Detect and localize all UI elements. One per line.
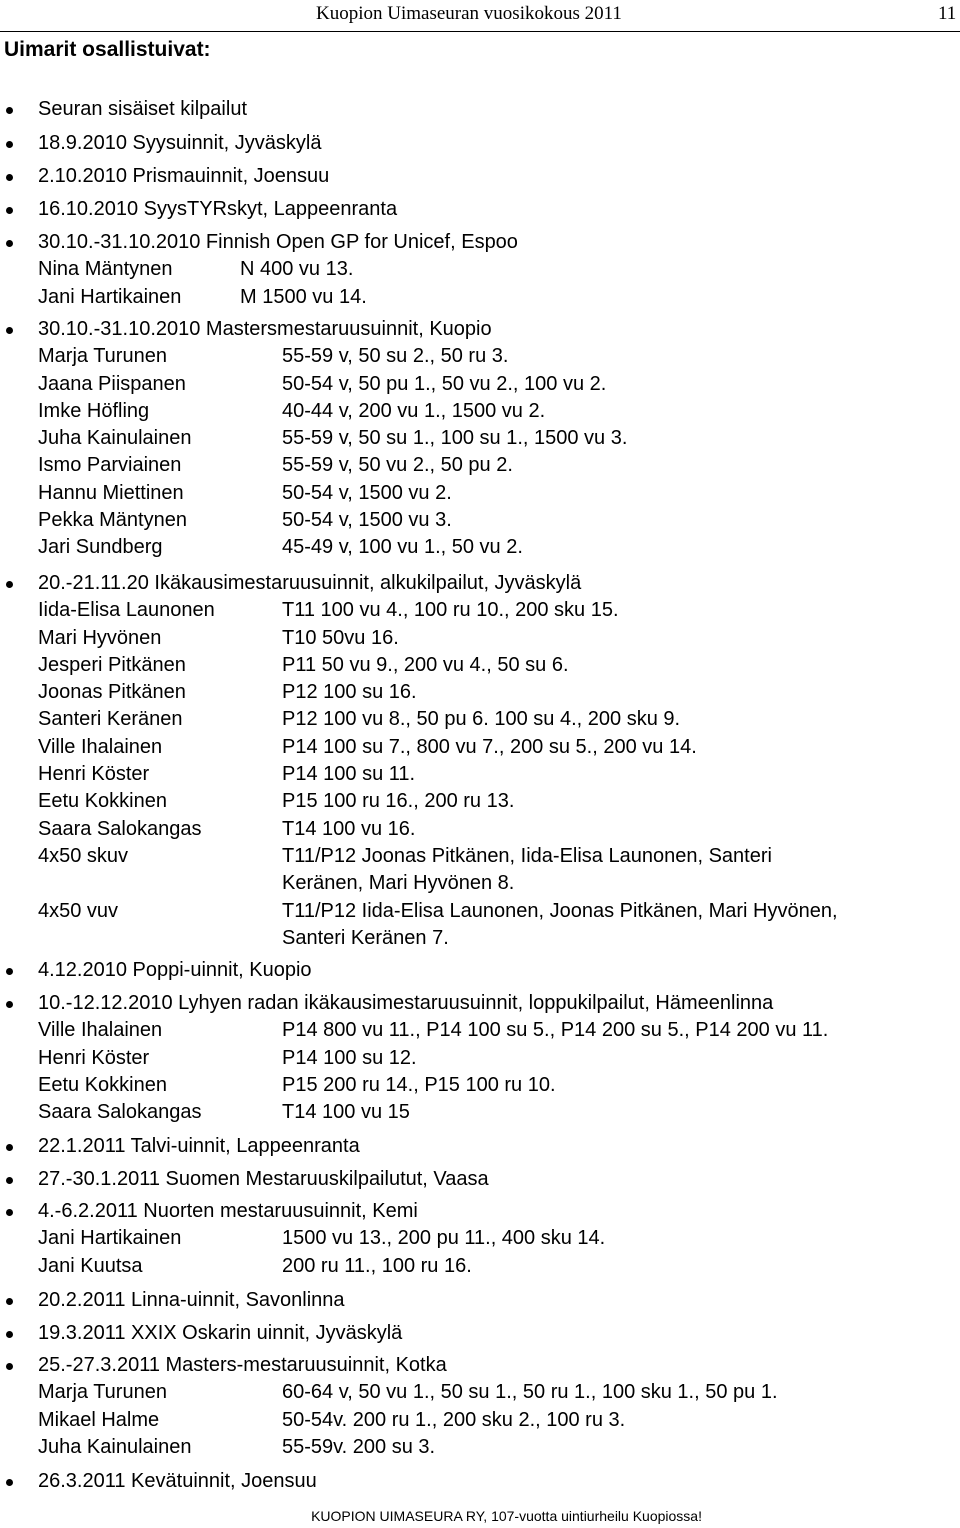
result-row: [0, 843, 960, 870]
event-title: 20.2.2011 Linna-uinnit, Savonlinna: [38, 1289, 345, 1311]
result-row: [0, 734, 960, 761]
swimmer-name: Juha Kainulainen: [38, 427, 192, 450]
result-row: [0, 1017, 960, 1044]
result-row: [0, 1225, 960, 1252]
bullet-icon: [6, 1363, 13, 1370]
event-block: [0, 957, 960, 984]
event-line: [0, 1320, 960, 1347]
swimmer-name: Joonas Pitkänen: [38, 681, 186, 704]
event-line: [0, 229, 960, 256]
swimmer-name: Eetu Kokkinen: [38, 1073, 167, 1096]
swimmer-name: Ville Ihalainen: [38, 1019, 163, 1042]
swimmer-name: Hannu Miettinen: [38, 481, 184, 504]
result-row: [0, 597, 960, 624]
swimmer-name: Henri Köster: [38, 1046, 150, 1069]
swim-result: 60-64 v, 50 vu 1., 50 su 1., 50 ru 1., 100 sku 1., 50 pu 1.: [282, 1381, 778, 1404]
swimmer-name: Nina Mäntynen: [38, 258, 173, 281]
event-title: 4.-6.2.2011 Nuorten mestaruusuinnit, Kemi: [38, 1200, 418, 1222]
event-title: 27.-30.1.2011 Suomen Mestaruuskilpailutut, Vaasa: [38, 1168, 489, 1190]
bullet-icon: [6, 1144, 13, 1151]
event-line: [0, 1352, 960, 1379]
swim-result: P14 100 su 11.: [282, 763, 416, 786]
bullet-icon: [6, 1479, 13, 1486]
result-row: [0, 788, 960, 815]
swimmer-name: Ismo Parviainen: [38, 454, 182, 477]
event-line: [0, 957, 960, 984]
event-line: [0, 316, 960, 343]
event-block: [0, 130, 960, 157]
result-row: [0, 371, 960, 398]
swimmer-name: Marja Turunen: [38, 1381, 167, 1404]
event-title: 25.-27.3.2011 Masters-mestaruusuinnit, Kotka: [38, 1354, 447, 1376]
bullet-icon: [6, 141, 13, 148]
swim-result: Santeri Keränen 7.: [282, 926, 449, 949]
event-block: [0, 1166, 960, 1193]
bullet-icon: [6, 1177, 13, 1184]
result-row: [0, 679, 960, 706]
event-block: [0, 316, 960, 562]
event-block: [0, 990, 960, 1126]
swimmer-name: Saara Salokangas: [38, 817, 202, 840]
swimmer-name: Eetu Kokkinen: [38, 790, 167, 813]
swimmer-name: Jani Hartikainen: [38, 285, 182, 308]
event-block: [0, 1468, 960, 1495]
swim-result: T14 100 vu 16.: [282, 817, 416, 840]
swim-result: 55-59 v, 50 su 2., 50 ru 3.: [282, 345, 509, 368]
bullet-icon: [6, 1331, 13, 1338]
page-footer: KUOPION UIMASEURA RY, 107-vuotta uintiurheilu Kuopiossa!: [311, 1508, 702, 1524]
result-row: [0, 761, 960, 788]
event-block: [0, 1287, 960, 1314]
swimmer-name: Mikael Halme: [38, 1408, 160, 1431]
swim-result: 50-54v. 200 ru 1., 200 sku 2., 100 ru 3.: [282, 1408, 626, 1431]
swimmer-name: Ville Ihalainen: [38, 735, 163, 758]
result-row: [0, 870, 960, 897]
swim-result: T11/P12 Iida-Elisa Launonen, Joonas Pitkänen, Mari Hyvönen,: [282, 899, 838, 922]
event-block: [0, 1198, 960, 1280]
bullet-icon: [6, 581, 13, 588]
section-heading: Uimarit osallistuivat:: [4, 38, 211, 61]
bullet-icon: [6, 207, 13, 214]
result-row: [0, 652, 960, 679]
result-row: [0, 398, 960, 425]
event-title: 30.10.-31.10.2010 Finnish Open GP for Unicef, Espoo: [38, 231, 518, 253]
result-row: [0, 625, 960, 652]
event-line: [0, 1166, 960, 1193]
result-row: [0, 256, 960, 283]
event-line: [0, 96, 960, 123]
swimmer-name: Saara Salokangas: [38, 1101, 202, 1124]
bullet-icon: [6, 1001, 13, 1008]
event-block: [0, 1133, 960, 1160]
swimmer-name: Henri Köster: [38, 763, 150, 786]
event-title: 10.-12.12.2010 Lyhyen radan ikäkausimestaruusuinnit, loppukilpailut, Hämeenlinna: [38, 992, 774, 1014]
event-line: [0, 990, 960, 1017]
result-row: [0, 816, 960, 843]
bullet-icon: [6, 174, 13, 181]
swimmer-name: Imke Höfling: [38, 399, 150, 422]
swimmer-name: Mari Hyvönen: [38, 626, 162, 649]
result-row: [0, 534, 960, 561]
event-block: [0, 229, 960, 311]
result-row: [0, 1045, 960, 1072]
swimmer-name: 4x50 vuv: [38, 899, 119, 922]
event-line: [0, 1468, 960, 1495]
swim-result: Keränen, Mari Hyvönen 8.: [282, 872, 515, 895]
swimmer-name: Juha Kainulainen: [38, 1435, 192, 1458]
result-row: [0, 1379, 960, 1406]
event-title: 20.-21.11.20 Ikäkausimestaruusuinnit, alkukilpailut, Jyväskylä: [38, 572, 582, 594]
swim-result: P14 800 vu 11., P14 100 su 5., P14 200 su 5., P14 200 vu 11.: [282, 1019, 829, 1042]
result-row: [0, 1072, 960, 1099]
event-block: [0, 1320, 960, 1347]
swim-result: M 1500 vu 14.: [240, 285, 367, 308]
swimmer-name: Marja Turunen: [38, 345, 167, 368]
bullet-icon: [6, 968, 13, 975]
bullet-icon: [6, 107, 13, 114]
swim-result: 45-49 v, 100 vu 1., 50 vu 2.: [282, 536, 523, 559]
swimmer-name: Jaana Piispanen: [38, 372, 186, 395]
result-row: [0, 425, 960, 452]
bullet-icon: [6, 1298, 13, 1305]
event-title: Seuran sisäiset kilpailut: [38, 98, 247, 120]
swim-result: 1500 vu 13., 200 pu 11., 400 sku 14.: [282, 1227, 606, 1250]
event-line: [0, 196, 960, 223]
swim-result: N 400 vu 13.: [240, 258, 354, 281]
swimmer-name: Jani Hartikainen: [38, 1227, 182, 1250]
swim-result: 55-59v. 200 su 3.: [282, 1435, 436, 1458]
event-line: [0, 1198, 960, 1225]
event-line: [0, 1133, 960, 1160]
event-title: 19.3.2011 XXIX Oskarin uinnit, Jyväskylä: [38, 1322, 403, 1344]
bullet-icon: [6, 1209, 13, 1216]
swim-result: P12 100 vu 8., 50 pu 6. 100 su 4., 200 sku 9.: [282, 708, 681, 731]
result-row: [0, 1434, 960, 1461]
event-title: 16.10.2010 SyysTYRskyt, Lappeenranta: [38, 198, 398, 220]
event-line: [0, 130, 960, 157]
swimmer-name: Iida-Elisa Launonen: [38, 599, 215, 622]
swim-result: 55-59 v, 50 su 1., 100 su 1., 1500 vu 3.: [282, 427, 628, 450]
swim-result: T11 100 vu 4., 100 ru 10., 200 sku 15.: [282, 599, 619, 622]
swim-result: 55-59 v, 50 vu 2., 50 pu 2.: [282, 454, 513, 477]
page-number: 11: [938, 3, 957, 24]
page-header: [0, 1, 960, 32]
event-title: 18.9.2010 Syysuinnit, Jyväskylä: [38, 132, 322, 154]
swimmer-name: Santeri Keränen: [38, 708, 183, 731]
bullet-icon: [6, 327, 13, 334]
event-title: 30.10.-31.10.2010 Mastersmestaruusuinnit, Kuopio: [38, 318, 492, 340]
event-block: [0, 96, 960, 123]
event-block: [0, 163, 960, 190]
result-row: [0, 452, 960, 479]
swimmer-name: Jesperi Pitkänen: [38, 653, 186, 676]
event-title: 4.12.2010 Poppi-uinnit, Kuopio: [38, 959, 312, 981]
event-title: 2.10.2010 Prismauinnit, Joensuu: [38, 165, 330, 187]
event-line: [0, 570, 960, 597]
swim-result: P11 50 vu 9., 200 vu 4., 50 su 6.: [282, 653, 569, 676]
result-row: [0, 507, 960, 534]
swim-result: P14 100 su 7., 800 vu 7., 200 su 5., 200 vu 14.: [282, 735, 697, 758]
result-row: [0, 1407, 960, 1434]
result-row: [0, 706, 960, 733]
swimmer-name: Jani Kuutsa: [38, 1254, 143, 1277]
swim-result: P14 100 su 12.: [282, 1046, 417, 1069]
swim-result: P15 100 ru 16., 200 ru 13.: [282, 790, 515, 813]
bullet-icon: [6, 240, 13, 247]
swim-result: T11/P12 Joonas Pitkänen, Iida-Elisa Launonen, Santeri: [282, 844, 772, 867]
event-block: [0, 1352, 960, 1461]
event-line: [0, 163, 960, 190]
result-row: [0, 898, 960, 925]
swim-result: P12 100 su 16.: [282, 681, 417, 704]
event-title: 26.3.2011 Kevätuinnit, Joensuu: [38, 1470, 317, 1492]
result-row: [0, 480, 960, 507]
event-title: 22.1.2011 Talvi-uinnit, Lappeenranta: [38, 1135, 360, 1157]
event-line: [0, 1287, 960, 1314]
event-block: [0, 196, 960, 223]
result-row: [0, 925, 960, 952]
swim-result: 50-54 v, 1500 vu 2.: [282, 481, 452, 504]
swim-result: 50-54 v, 50 pu 1., 50 vu 2., 100 vu 2.: [282, 372, 607, 395]
swim-result: P15 200 ru 14., P15 100 ru 10.: [282, 1073, 556, 1096]
result-row: [0, 284, 960, 311]
swim-result: 50-54 v, 1500 vu 3.: [282, 509, 452, 532]
result-row: [0, 1253, 960, 1280]
swim-result: T10 50vu 16.: [282, 626, 399, 649]
result-row: [0, 343, 960, 370]
swimmer-name: 4x50 skuv: [38, 844, 129, 867]
header-title: Kuopion Uimaseuran vuosikokous 2011: [316, 3, 622, 24]
swimmer-name: Pekka Mäntynen: [38, 509, 187, 532]
swim-result: T14 100 vu 15: [282, 1101, 410, 1124]
swimmer-name: Jari Sundberg: [38, 536, 163, 559]
swim-result: 200 ru 11., 100 ru 16.: [282, 1254, 472, 1277]
result-row: [0, 1099, 960, 1126]
swim-result: 40-44 v, 200 vu 1., 1500 vu 2.: [282, 399, 546, 422]
event-block: [0, 570, 960, 952]
